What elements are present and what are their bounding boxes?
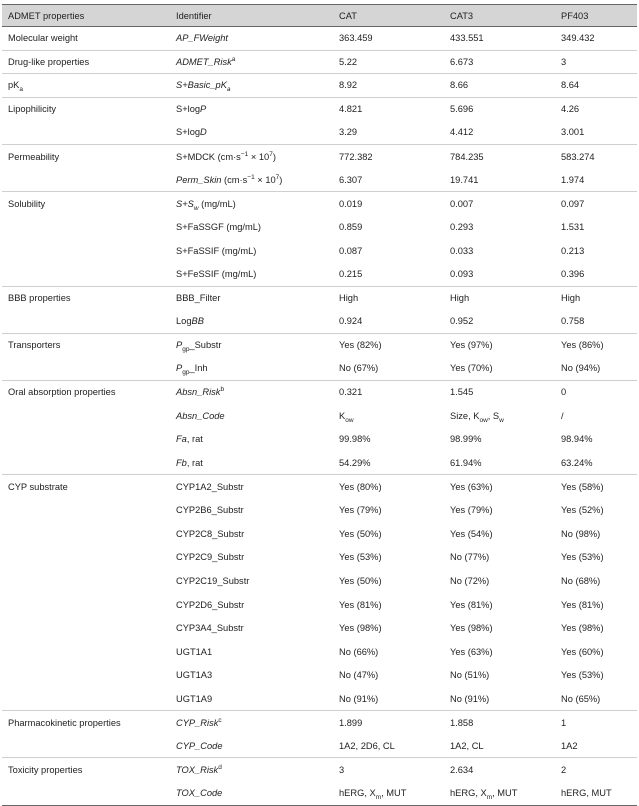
footnote-mark: b xyxy=(220,386,225,394)
header-cat: CAT xyxy=(333,5,444,27)
identifier-cell: S+FeSSIF (mg/mL) xyxy=(170,262,333,286)
pf403-value: 1 xyxy=(561,717,567,728)
property-cell: Permeability xyxy=(8,151,60,162)
cat3-value-text: Size, K xyxy=(450,410,480,421)
cat3-value-text-2: , MUT xyxy=(492,788,518,799)
table-row xyxy=(2,239,637,263)
cat3-value: No (77%) xyxy=(450,552,490,563)
cat-value: No (47%) xyxy=(339,670,379,681)
table-row xyxy=(2,593,637,617)
footnote-mark: c xyxy=(218,716,222,724)
pf403-value: / xyxy=(561,410,564,421)
cat-value: Yes (50%) xyxy=(339,528,382,539)
property-cell xyxy=(2,215,170,239)
identifier-tail-2: × 10 xyxy=(254,174,276,185)
cat-value: 1.899 xyxy=(339,717,363,728)
table-header xyxy=(2,5,637,27)
pf403-value: hERG, MUT xyxy=(555,782,637,806)
identifier-tail: , rat xyxy=(186,434,203,445)
pf403-value: 8.64 xyxy=(555,74,637,98)
cat-value: 3.29 xyxy=(333,121,444,145)
cat-value-subscript: ow xyxy=(345,416,354,424)
pf403-value: 98.94% xyxy=(561,434,593,445)
cat-value: 0.321 xyxy=(339,387,363,398)
identifier-text: S+log xyxy=(176,127,201,138)
cat-value: 4.821 xyxy=(339,104,363,115)
header-identifier: Identifier xyxy=(170,5,333,27)
pf403-value: 1A2 xyxy=(555,734,637,758)
property-cell xyxy=(2,498,170,522)
table-row xyxy=(2,121,637,145)
property-cell xyxy=(2,664,170,688)
identifier-cell: UGT1A1 xyxy=(176,646,213,657)
cat-value: Yes (98%) xyxy=(339,623,382,634)
cat-value: 0.215 xyxy=(333,262,444,286)
identifier-tail: (cm·s xyxy=(221,174,248,185)
cat-value: 99.98% xyxy=(339,434,371,445)
cat-value: Yes (79%) xyxy=(339,505,382,516)
pf403-value: 583.274 xyxy=(561,151,595,162)
identifier-text: S+S xyxy=(176,198,194,209)
identifier-tail: × 10 xyxy=(248,151,270,162)
cat3-value: 98.99% xyxy=(450,434,482,445)
pf403-value: 0.758 xyxy=(555,310,637,334)
pf403-value: Yes (53%) xyxy=(561,552,604,563)
identifier-cell: AP_FWeight xyxy=(170,27,333,51)
cat-value-subscript: m xyxy=(375,793,382,801)
table-row xyxy=(2,262,637,286)
cat-value-text-2: , MUT xyxy=(381,788,407,799)
table-row xyxy=(2,215,637,239)
property-cell xyxy=(2,74,170,98)
property-cell: Solubility xyxy=(8,198,46,209)
cat-value: 0.087 xyxy=(339,245,363,256)
table-row xyxy=(2,310,637,334)
cat-value: Yes (80%) xyxy=(339,481,382,492)
identifier-text: Fa xyxy=(176,434,187,445)
cat-value: Yes (53%) xyxy=(339,552,382,563)
cat3-value: 0.952 xyxy=(444,310,555,334)
table-row xyxy=(2,782,637,806)
identifier-cell xyxy=(170,192,333,216)
identifier-text: TOX_Risk xyxy=(176,764,219,775)
table-row xyxy=(2,640,637,664)
property-text: pK xyxy=(8,80,20,91)
cat-value xyxy=(333,404,444,428)
cat3-value: 2.634 xyxy=(450,764,474,775)
identifier-close: ) xyxy=(272,151,276,162)
identifier-cell: TOX_Code xyxy=(170,782,333,806)
cat-value: 0.924 xyxy=(333,310,444,334)
cat-value: Yes (81%) xyxy=(339,599,382,610)
identifier-cell: S+FaSSIF (mg/mL) xyxy=(176,245,257,256)
pf403-value: Yes (58%) xyxy=(561,481,604,492)
table-row xyxy=(2,27,637,51)
cat3-value: 784.235 xyxy=(450,151,484,162)
identifier-cell: CYP2C19_Substr xyxy=(176,575,250,586)
pf403-value: No (98%) xyxy=(561,528,601,539)
cat3-value: 0.293 xyxy=(450,222,474,233)
pf403-value: Yes (52%) xyxy=(561,505,604,516)
property-cell xyxy=(2,239,170,263)
cat-value-text: hERG, X xyxy=(339,788,376,799)
property-cell xyxy=(2,522,170,546)
cat3-value: 0.033 xyxy=(450,245,474,256)
cat3-value: High xyxy=(450,293,470,304)
pf403-value: 349.432 xyxy=(555,27,637,51)
cat3-value: Yes (97%) xyxy=(450,340,493,351)
table-row xyxy=(2,97,637,121)
cat-value: 5.22 xyxy=(333,50,444,74)
footnote-mark: d xyxy=(218,763,222,771)
pf403-value: 0.396 xyxy=(555,262,637,286)
identifier-close: ) xyxy=(279,174,283,185)
pf403-value: No (65%) xyxy=(555,687,637,711)
table-row xyxy=(2,380,637,404)
table-row xyxy=(2,357,637,381)
identifier-cell xyxy=(170,357,333,381)
table-row xyxy=(2,616,637,640)
identifier-cell xyxy=(170,711,333,735)
header-row xyxy=(2,5,637,27)
cat3-value: Yes (79%) xyxy=(450,505,493,516)
identifier-text: Absn_Risk xyxy=(176,387,221,398)
identifier-text: S+log xyxy=(176,104,201,115)
identifier-text: ADMET_Risk xyxy=(176,56,232,67)
cat-value: Yes (50%) xyxy=(339,575,382,586)
identifier-cell: CYP2C8_Substr xyxy=(176,528,245,539)
table-row xyxy=(2,428,637,452)
cat3-value: 4.412 xyxy=(444,121,555,145)
identifier-cell xyxy=(170,380,333,404)
cat-value: High xyxy=(339,293,359,304)
pf403-value: 0 xyxy=(561,387,567,398)
cat-value xyxy=(333,782,444,806)
cat-value: Yes (82%) xyxy=(339,340,382,351)
pf403-value: Yes (53%) xyxy=(561,670,604,681)
identifier-superscript: −1 xyxy=(247,173,255,181)
table-row xyxy=(2,286,637,310)
pf403-value: No (94%) xyxy=(555,357,637,381)
identifier-subscript: gp xyxy=(182,346,190,354)
identifier-cell xyxy=(170,758,333,782)
cat3-value: 1.858 xyxy=(450,717,474,728)
identifier-cell xyxy=(170,144,333,168)
identifier-cell: Absn_Code xyxy=(176,410,225,421)
table-row xyxy=(2,144,637,168)
property-cell: Pharmacokinetic properties xyxy=(8,717,121,728)
table-row xyxy=(2,569,637,593)
table-row xyxy=(2,711,637,735)
identifier-cell: CYP2D6_Substr xyxy=(176,599,245,610)
identifier-cell: CYP1A2_Substr xyxy=(176,481,244,492)
identifier-cell xyxy=(170,428,333,452)
identifier-cell xyxy=(170,310,333,334)
identifier-cell: CYP2B6_Substr xyxy=(176,505,244,516)
identifier-text: Perm_Skin xyxy=(176,174,222,185)
cat-value: 1A2, 2D6, CL xyxy=(333,734,444,758)
property-cell xyxy=(2,310,170,334)
identifier-cell xyxy=(170,333,333,357)
cat-value: 54.29% xyxy=(333,451,444,475)
identifier-text: S+Basic_pK xyxy=(176,80,227,91)
identifier-italic: D xyxy=(200,127,207,138)
table-row xyxy=(2,333,637,357)
admet-properties-table xyxy=(2,4,637,806)
identifier-superscript-2: 7 xyxy=(275,173,280,181)
cat-value: 6.307 xyxy=(333,168,444,192)
pf403-value: Yes (86%) xyxy=(561,340,604,351)
identifier-subscript: gp xyxy=(182,369,190,377)
identifier-text: CYP_Risk xyxy=(176,717,219,728)
identifier-cell xyxy=(170,168,333,192)
property-cell: CYP substrate xyxy=(8,481,68,492)
pf403-value: 3.001 xyxy=(555,121,637,145)
identifier-italic: P xyxy=(200,104,207,115)
pf403-value: Yes (81%) xyxy=(561,599,604,610)
header-property: ADMET properties xyxy=(2,5,170,27)
identifier-cell: UGT1A3 xyxy=(176,670,213,681)
cat3-value: 1A2, CL xyxy=(444,734,555,758)
table-row xyxy=(2,475,637,499)
property-cell: Transporters xyxy=(8,340,61,351)
footnote-mark: a xyxy=(231,55,236,63)
cat-value: 0.019 xyxy=(339,198,363,209)
cat3-value: 1.545 xyxy=(450,387,474,398)
cat3-value: Yes (54%) xyxy=(450,528,493,539)
cat-value: No (67%) xyxy=(333,357,444,381)
property-cell xyxy=(2,168,170,192)
cat-value: 3 xyxy=(339,764,345,775)
cat3-value-subscript-2: w xyxy=(499,416,504,424)
cat-value: No (66%) xyxy=(339,646,379,657)
cat3-value: Yes (70%) xyxy=(444,357,555,381)
identifier-cell xyxy=(170,50,333,74)
table-row xyxy=(2,546,637,570)
identifier-italic: BB xyxy=(191,316,204,327)
identifier-tail: , rat xyxy=(186,457,203,468)
property-cell xyxy=(2,593,170,617)
pf403-value: 4.26 xyxy=(561,104,580,115)
cat3-value: No (91%) xyxy=(444,687,555,711)
cat3-value: Yes (63%) xyxy=(450,646,493,657)
identifier-cell: BBB_Filter xyxy=(176,293,221,304)
cat-value: 363.459 xyxy=(333,27,444,51)
identifier-text: S+MDCK (cm·s xyxy=(176,151,241,162)
identifier-superscript: −1 xyxy=(240,150,249,158)
identifier-cell: CYP2C9_Substr xyxy=(176,552,245,563)
identifier-text: P xyxy=(176,363,183,374)
property-cell: BBB properties xyxy=(8,293,71,304)
cat3-value-subscript: ow xyxy=(479,416,488,424)
property-cell xyxy=(2,357,170,381)
property-cell xyxy=(2,451,170,475)
identifier-subscript: w xyxy=(193,204,199,212)
cat3-value xyxy=(444,782,555,806)
identifier-cell: UGT1A9 xyxy=(170,687,333,711)
table-row xyxy=(2,758,637,782)
pf403-value: 63.24% xyxy=(555,451,637,475)
cat3-value: Yes (63%) xyxy=(450,481,493,492)
identifier-cell xyxy=(170,74,333,98)
identifier-text: Fb xyxy=(176,457,187,468)
table-body xyxy=(2,27,637,806)
property-cell xyxy=(2,687,170,711)
property-cell xyxy=(2,640,170,664)
identifier-superscript-2: 7 xyxy=(269,150,273,158)
property-cell xyxy=(2,546,170,570)
cat3-value: 0.007 xyxy=(450,198,474,209)
pf403-value: 3 xyxy=(555,50,637,74)
table-row xyxy=(2,404,637,428)
header-pf403: PF403 xyxy=(555,5,637,27)
identifier-cell: CYP_Code xyxy=(170,734,333,758)
table-row xyxy=(2,498,637,522)
property-cell xyxy=(2,428,170,452)
pf403-value: 2 xyxy=(561,764,567,775)
table-row xyxy=(2,74,637,98)
property-cell: Lipophilicity xyxy=(8,104,57,115)
table-row xyxy=(2,451,637,475)
pf403-value: 1.531 xyxy=(561,222,585,233)
cat-value: 0.859 xyxy=(339,222,363,233)
identifier-text: P xyxy=(176,340,183,351)
cat-value: 8.92 xyxy=(333,74,444,98)
pf403-value: 1.974 xyxy=(555,168,637,192)
property-subscript: a xyxy=(19,86,23,94)
cat-value-text: K xyxy=(339,410,346,421)
identifier-tail: _Inh xyxy=(189,363,208,374)
cat3-value: 433.551 xyxy=(444,27,555,51)
table-row xyxy=(2,522,637,546)
property-cell xyxy=(2,404,170,428)
cat3-value: No (72%) xyxy=(450,575,490,586)
cat3-value: 8.66 xyxy=(444,74,555,98)
cat3-value: 61.94% xyxy=(444,451,555,475)
pf403-value: Yes (98%) xyxy=(561,623,604,634)
pf403-value: 0.097 xyxy=(561,198,585,209)
identifier-cell xyxy=(170,97,333,121)
cat3-value-text-2: , S xyxy=(487,410,500,421)
pf403-value: High xyxy=(561,293,581,304)
property-cell: Drug-like properties xyxy=(2,50,170,74)
identifier-text: Log xyxy=(176,316,192,327)
identifier-tail: _Substr xyxy=(189,340,222,351)
identifier-subscript: a xyxy=(226,86,231,94)
property-cell xyxy=(2,262,170,286)
property-cell xyxy=(2,782,170,806)
cat3-value-text: hERG, X xyxy=(450,788,487,799)
cat-value: 772.382 xyxy=(339,151,373,162)
cat3-value: Yes (98%) xyxy=(450,623,493,634)
property-cell xyxy=(2,569,170,593)
cat3-value: Yes (81%) xyxy=(450,599,493,610)
property-cell xyxy=(2,121,170,145)
cat3-value: 0.093 xyxy=(444,262,555,286)
cat3-value xyxy=(444,404,555,428)
pf403-value: Yes (60%) xyxy=(561,646,604,657)
cat3-value-subscript: m xyxy=(486,793,493,801)
property-cell: Oral absorption properties xyxy=(8,387,116,398)
header-cat3: CAT3 xyxy=(444,5,555,27)
cat3-value: 19.741 xyxy=(444,168,555,192)
cat3-value: 6.673 xyxy=(444,50,555,74)
property-cell: Toxicity properties xyxy=(8,764,83,775)
table-row xyxy=(2,192,637,216)
table-row xyxy=(2,687,637,711)
cat-value: No (91%) xyxy=(333,687,444,711)
cat3-value: No (51%) xyxy=(450,670,490,681)
property-cell xyxy=(2,734,170,758)
cat3-value: 5.696 xyxy=(450,104,474,115)
identifier-cell xyxy=(170,451,333,475)
table-row xyxy=(2,168,637,192)
table-row xyxy=(2,664,637,688)
property-cell: Molecular weight xyxy=(2,27,170,51)
table-row xyxy=(2,734,637,758)
identifier-tail: (mg/mL) xyxy=(198,198,236,209)
identifier-cell: CYP3A4_Substr xyxy=(176,623,244,634)
identifier-cell xyxy=(170,121,333,145)
table-row xyxy=(2,50,637,74)
pf403-value: 0.213 xyxy=(561,245,585,256)
property-cell xyxy=(2,616,170,640)
identifier-cell: S+FaSSGF (mg/mL) xyxy=(176,222,261,233)
pf403-value: No (68%) xyxy=(561,575,601,586)
